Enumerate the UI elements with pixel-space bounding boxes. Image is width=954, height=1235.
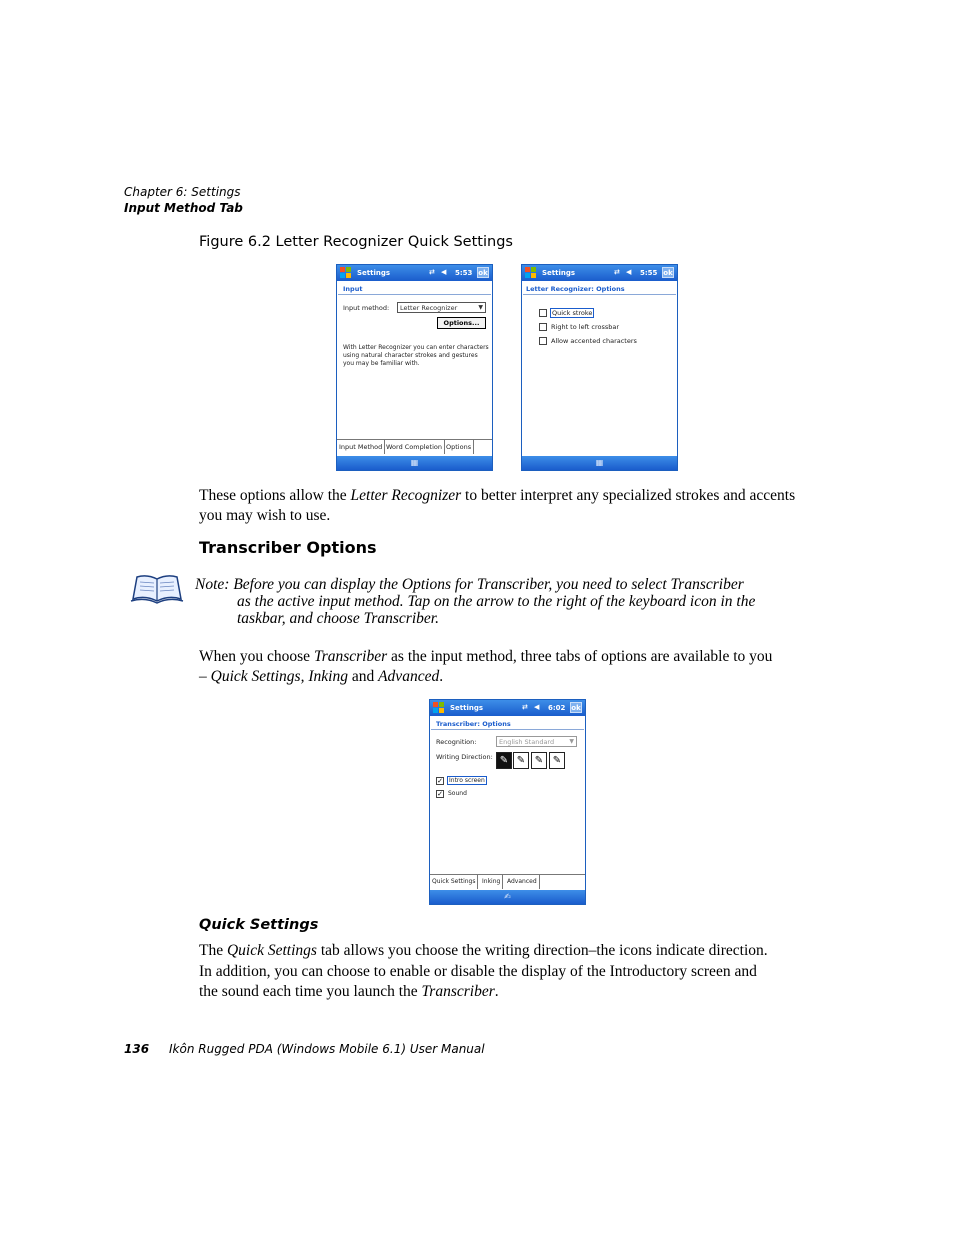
- text-emphasis: Quick Settings, Inking: [210, 668, 348, 685]
- note-label: Note:: [195, 576, 230, 593]
- direction-vertical-icon[interactable]: ✎: [549, 752, 565, 769]
- screen-heading: Input: [343, 285, 363, 293]
- right-to-left-checkbox[interactable]: [539, 323, 547, 331]
- text: .: [494, 983, 499, 1000]
- title-bar: [337, 265, 492, 281]
- text: to better interpret any specialized strokes and accents you may wish to use.: [199, 487, 796, 524]
- divider: [523, 294, 676, 295]
- divider: [431, 729, 584, 730]
- volume-icon[interactable]: ◀︎: [626, 268, 632, 276]
- recognition-value: English Standard: [499, 738, 555, 746]
- windows-logo-icon[interactable]: [525, 267, 536, 278]
- paragraph-transcriber-tabs: [199, 647, 839, 687]
- tab-input-method[interactable]: Input Method: [337, 440, 385, 454]
- accented-chars-checkbox[interactable]: [539, 337, 547, 345]
- keyboard-icon[interactable]: ▦: [522, 456, 677, 470]
- manual-title: Ikôn Rugged PDA (Windows Mobile 6.1) User Manual: [169, 1042, 485, 1056]
- right-to-left-label[interactable]: Right to left crossbar: [551, 323, 620, 331]
- accented-chars-label[interactable]: Allow accented characters: [551, 337, 637, 345]
- tab-quick-settings[interactable]: Quick Settings: [430, 875, 478, 889]
- windows-logo-icon[interactable]: [433, 702, 444, 713]
- paragraph-letter-recognizer: [199, 486, 819, 526]
- connectivity-icon[interactable]: ⇄: [429, 268, 435, 276]
- direction-left-to-right-icon[interactable]: ✎: [496, 752, 512, 769]
- page-number: 136: [124, 1042, 150, 1056]
- title-bar: [522, 265, 677, 281]
- title-bar: [430, 700, 585, 716]
- text-emphasis: Quick Settings: [226, 942, 317, 959]
- connectivity-icon[interactable]: ⇄: [614, 268, 620, 276]
- app-title: Settings: [450, 704, 484, 712]
- volume-icon[interactable]: ◀︎: [441, 268, 447, 276]
- divider: [338, 294, 491, 295]
- sound-checkbox[interactable]: ✓: [437, 790, 443, 798]
- tab-bar: [337, 439, 492, 455]
- tab-word-completion[interactable]: Word Completion: [384, 440, 445, 454]
- note: [195, 576, 835, 627]
- note-line: taskbar, and choose Transcriber.: [237, 610, 439, 627]
- input-method-value: Letter Recognizer: [400, 304, 458, 312]
- recognition-label: Recognition:: [436, 738, 477, 746]
- text: The: [199, 942, 227, 959]
- intro-screen-label[interactable]: Intro screen: [449, 777, 485, 784]
- text: and: [347, 668, 379, 685]
- note-book-icon: [129, 573, 185, 605]
- text: the sound each time you launch the: [199, 983, 422, 1000]
- app-title: Settings: [542, 269, 576, 277]
- figure-caption: Figure 6.2 Letter Recognizer Quick Settings: [199, 234, 513, 250]
- dropdown-arrow-icon: ▼: [478, 304, 483, 311]
- screen-heading: Letter Recognizer: Options: [526, 285, 625, 293]
- screenshot-letter-recognizer-options: [521, 264, 678, 471]
- tab-bar: [430, 874, 585, 890]
- subsection-heading: Quick Settings: [199, 917, 319, 933]
- text: tab allows you choose the writing direction–the icons indicate direction.: [316, 942, 768, 959]
- transcriber-icon[interactable]: ✍: [430, 890, 585, 904]
- volume-icon[interactable]: ◀︎: [534, 703, 540, 711]
- note-line: Before you can display the Options for Transcriber, you need to select Transcriber: [233, 576, 744, 593]
- writing-direction-group: [496, 752, 566, 769]
- app-title: Settings: [357, 269, 391, 277]
- direction-diagonal-down-icon[interactable]: ✎: [513, 752, 529, 769]
- intro-screen-checkbox[interactable]: ✓: [437, 777, 443, 785]
- text: When you choose: [199, 648, 314, 665]
- recognition-dropdown[interactable]: [496, 736, 577, 747]
- section-header: Input Method Tab: [124, 201, 243, 215]
- text-emphasis: Transcriber: [313, 648, 388, 665]
- tab-inking[interactable]: Inking: [480, 875, 503, 889]
- ok-button[interactable]: ok: [663, 269, 673, 277]
- section-heading: Transcriber Options: [199, 538, 377, 557]
- tab-advanced[interactable]: Advanced: [505, 875, 540, 889]
- screen-heading: Transcriber: Options: [436, 720, 511, 728]
- clock[interactable]: 6:02: [548, 704, 566, 712]
- input-method-label: Input method:: [343, 304, 390, 312]
- ok-button[interactable]: ok: [571, 704, 581, 712]
- chapter-header: Chapter 6: Settings: [124, 185, 241, 199]
- clock[interactable]: 5:55: [640, 269, 658, 277]
- connectivity-icon[interactable]: ⇄: [522, 703, 528, 711]
- paragraph-quick-settings: [199, 941, 839, 1003]
- screenshot-transcriber-options: [429, 699, 586, 905]
- text: In addition, you can choose to enable or disable the display of the Introductory screen and: [199, 962, 757, 980]
- quick-stroke-checkbox[interactable]: [539, 309, 547, 317]
- sound-label[interactable]: Sound: [448, 790, 467, 797]
- ok-button[interactable]: ok: [478, 269, 488, 277]
- direction-diagonal-up-icon[interactable]: ✎: [531, 752, 547, 769]
- text: –: [199, 668, 211, 685]
- windows-logo-icon[interactable]: [340, 267, 351, 278]
- keyboard-icon[interactable]: ▦: [337, 456, 492, 470]
- tab-options[interactable]: Options: [444, 440, 474, 454]
- text: These options allow the: [199, 487, 351, 504]
- input-method-dropdown[interactable]: [397, 302, 486, 313]
- dropdown-arrow-icon: ▼: [569, 738, 574, 745]
- text-emphasis: Transcriber: [421, 983, 495, 1000]
- screenshot-input-settings: [336, 264, 493, 471]
- clock[interactable]: 5:53: [455, 269, 473, 277]
- writing-direction-label: Writing Direction:: [436, 753, 493, 761]
- quick-stroke-label[interactable]: Quick stroke: [552, 309, 593, 317]
- text: as the input method, three tabs of options are available to you: [387, 648, 773, 665]
- options-button[interactable]: Options...: [437, 317, 486, 329]
- note-line: as the active input method. Tap on the arrow to the right of the keyboard icon in the: [237, 593, 756, 610]
- text-emphasis: Letter Recognizer: [350, 487, 462, 504]
- input-method-description: With Letter Recognizer you can enter characters using natural character strokes and gestures you may be familiar with.: [343, 344, 489, 367]
- text-emphasis: Advanced: [378, 668, 440, 685]
- text: .: [439, 668, 444, 685]
